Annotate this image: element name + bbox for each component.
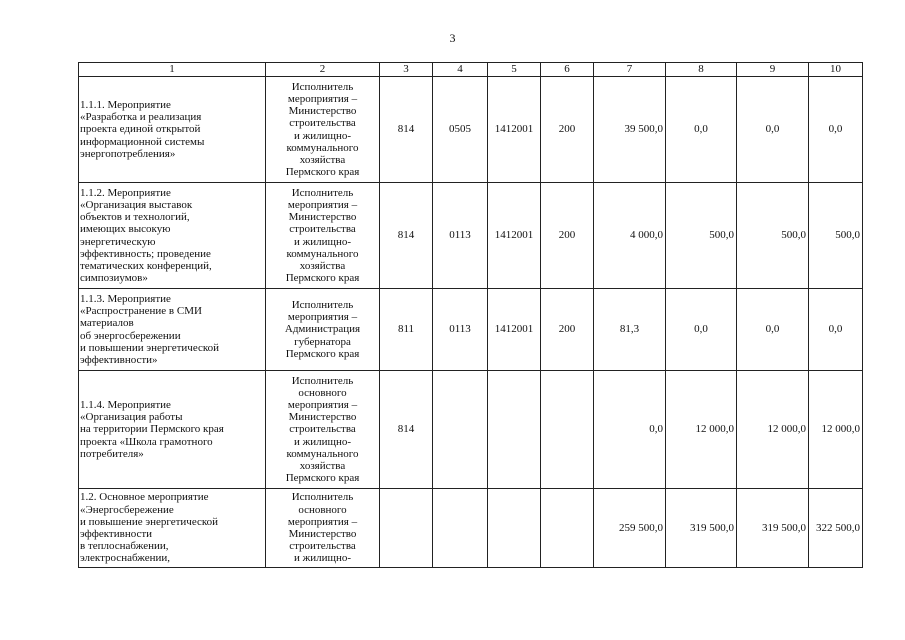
target-code: 1412001: [488, 289, 541, 371]
amount-col-8: 0,0: [666, 77, 737, 183]
activity-name: 1.1.1. Мероприятие «Разработка и реализация проекта единой открытой информационной системы энергопотребления»: [79, 77, 266, 183]
amount-col-8: 319 500,0: [666, 489, 737, 568]
column-header: 8: [666, 63, 737, 77]
section-code: 0113: [433, 183, 488, 289]
target-code: [488, 489, 541, 568]
admin-code: 814: [380, 371, 433, 489]
amount-col-8: 12 000,0: [666, 371, 737, 489]
amount-col-9: 12 000,0: [737, 371, 809, 489]
amount-col-7: 4 000,0: [594, 183, 666, 289]
admin-code: [380, 489, 433, 568]
expense-code: [541, 371, 594, 489]
expense-code: 200: [541, 77, 594, 183]
amount-col-8: 500,0: [666, 183, 737, 289]
budget-table: [78, 62, 863, 568]
column-header: 5: [488, 63, 541, 77]
table-row: [79, 371, 863, 489]
executor: Исполнитель мероприятия – Администрация губернатора Пермского края: [266, 289, 380, 371]
column-header: 3: [380, 63, 433, 77]
amount-col-7: 39 500,0: [594, 77, 666, 183]
section-code: [433, 371, 488, 489]
activity-name: 1.1.4. Мероприятие «Организация работы на территории Пермского края проекта «Школа грамотного потребителя»: [79, 371, 266, 489]
executor: Исполнитель мероприятия – Министерство строительства и жилищно- коммунального хозяйства Пермского края: [266, 183, 380, 289]
column-header: 9: [737, 63, 809, 77]
amount-col-9: 319 500,0: [737, 489, 809, 568]
target-code: 1412001: [488, 77, 541, 183]
activity-name: 1.2. Основное мероприятие «Энергосбережение и повышение энергетической эффективности в теплоснабжении, электроснабжении,: [79, 489, 266, 568]
executor: Исполнитель основного мероприятия – Министерство строительства и жилищно- коммунального хозяйства Пермского края: [266, 371, 380, 489]
admin-code: 811: [380, 289, 433, 371]
expense-code: 200: [541, 183, 594, 289]
executor: Исполнитель мероприятия – Министерство строительства и жилищно- коммунального хозяйства Пермского края: [266, 77, 380, 183]
amount-col-9: 0,0: [737, 77, 809, 183]
admin-code: 814: [380, 77, 433, 183]
table-row: [79, 183, 863, 289]
amount-col-9: 500,0: [737, 183, 809, 289]
column-header: 2: [266, 63, 380, 77]
amount-col-10: 12 000,0: [809, 371, 863, 489]
amount-col-10: 322 500,0: [809, 489, 863, 568]
section-code: [433, 489, 488, 568]
amount-col-10: 500,0: [809, 183, 863, 289]
column-header: 7: [594, 63, 666, 77]
section-code: 0505: [433, 77, 488, 183]
amount-col-10: 0,0: [809, 77, 863, 183]
expense-code: [541, 489, 594, 568]
amount-col-7: 81,3: [594, 289, 666, 371]
column-header: 6: [541, 63, 594, 77]
executor: Исполнитель основного мероприятия – Министерство строительства и жилищно-: [266, 489, 380, 568]
column-header: 10: [809, 63, 863, 77]
activity-name: 1.1.3. Мероприятие «Распространение в СМИ материалов об энергосбережении и повышении энергетической эффективности»: [79, 289, 266, 371]
amount-col-7: 0,0: [594, 371, 666, 489]
activity-name: 1.1.2. Мероприятие «Организация выставок объектов и технологий, имеющих высокую энергетическую эффективность; проведение тематических конференций, симпозиумов»: [79, 183, 266, 289]
page-number: 3: [449, 31, 456, 45]
table-row: [79, 489, 863, 568]
admin-code: 814: [380, 183, 433, 289]
section-code: 0113: [433, 289, 488, 371]
amount-col-9: 0,0: [737, 289, 809, 371]
amount-col-8: 0,0: [666, 289, 737, 371]
table-row: [79, 77, 863, 183]
target-code: 1412001: [488, 183, 541, 289]
column-header: 4: [433, 63, 488, 77]
column-header: 1: [79, 63, 266, 77]
amount-col-7: 259 500,0: [594, 489, 666, 568]
amount-col-10: 0,0: [809, 289, 863, 371]
target-code: [488, 371, 541, 489]
table-header-row: [79, 63, 863, 77]
expense-code: 200: [541, 289, 594, 371]
table-row: [79, 289, 863, 371]
